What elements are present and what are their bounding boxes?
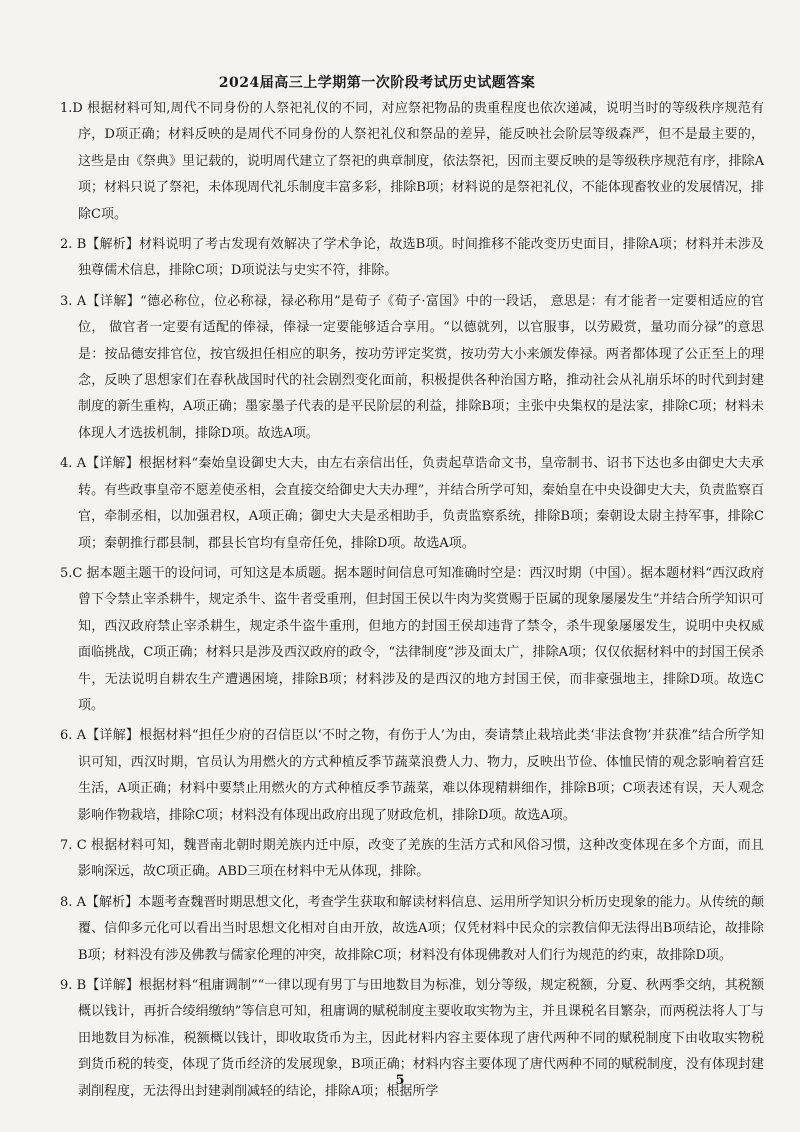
answer-item-7: 7. C 根据材料可知，魏晋南北朝时期羌族内迁中原，改变了羌族的生活方式和风俗习惯，这种改变体现在多个方面，而且影响深远，故C项正确。ABD三项在材料中无从体现，排除。 [60, 837, 764, 880]
answer-item-5: 5.C 据本题主题干的设问词，可知这是本质题。据本题时间信息可知准确时空是：西汉时期（中国）。据本题材料“西汉政府曾下令禁止宰杀耕牛，规定杀牛、盗牛者受重刑，但封国王侯以牛肉为奖赏赐于臣属的现象屡屡发生”并结合所学知识可知，西汉政府禁止宰杀耕生，规定杀牛盗牛重刑，但地方的封国王侯却违背了禁令，杀牛现象屡屡发生，说明中央权威面临挑战，C项正确；材料只是涉及西汉政府的政令，“法律制度”涉及面太广，排除A项；仅仅依据材料中的封国王侯杀牛，无法说明自耕农生产遭遇困境，排除B项；材料涉及的是西汉的地方封国王侯，而非豪强地主，排除D项。故选C项。 [60, 565, 764, 713]
answer-item-1: 1.D 根据材料可知,周代不同身份的人祭祀礼仪的不同，对应祭祀物品的贵重程度也依次递减，说明当时的等级秩序规范有序，D项正确；材料反映的是周代不同身份的人祭祀礼仪和祭品的差异，能反映社会阶层等级森严，但不是最主要的，这些是由《祭典》里记载的，说明周代建立了祭祀的典章制度，依法祭祀，因而主要反映的是等级秩序规范有序，排除A项；材料只说了祭祀，未体现周代礼乐制度丰富多彩，排除B项；材料说的是祭祀礼仪，不能体现畜牧业的发展情况，排除C项。 [60, 101, 764, 222]
answer-item-3: 3. A【详解】“德必称位，位必称禄，禄必称用”是荀子《荀子·富国》中的一段话， 意思是：有才能者一定要相适应的官位， 做官者一定要有适配的俸禄，俸禄一定要能够适合享用。“以德就列，以官服事，以劳殿赏，量功而分禄”的意思是：按品德安排官位，按官级担任相应的职务，按功劳评定奖赏，按功劳大小来颁发俸禄。两者都体现了公正至上的理念，反映了思想家们在春秋战国时代的社会剧烈变化面前，积极提供各种治国方略，推动社会从礼崩乐坏的时代到封建制度的新生重构，A项正确；墨家墨子代表的是平民阶层的利益，排除B项；主张中央集权的是法家，排除C项；材料未体现人才选拔机制，排除D项。故选A项。 [60, 293, 764, 441]
answer-item-8: 8. A【解析】本题考查魏晋时期思想文化，考查学生获取和解读材料信息、运用所学知识分析历史现象的能力。从传统的颠覆、信仰多元化可以看出当时思想文化相对自由开放，故选A项；仅凭材料中民众的宗教信仰无法得出B项结论，故排除B项；材料没有涉及佛教与儒家伦理的冲突，故排除C项；材料没有体现佛教对人们行为规范的约束，故排除D项。 [60, 894, 764, 963]
answer-item-4: 4. A【详解】根据材料“秦始皇设御史大夫，由左右亲信出任，负责起草诰命文书，皇帝制书、诏书下达也多由御史大夫承转。有些政事皇帝不愿差使丞相，会直接交给御史大夫办理”，并结合所学可知，秦始皇在中央设御史大夫，负责监察百官，牵制丞相，以加强君权，A项正确；御史大夫是丞相助手，负责监察系统，排除B项；秦朝设太尉主持军事，排除C项；秦朝推行郡县制，郡县长官均有皇帝任免，排除D项。故选A项。 [60, 456, 764, 551]
answer-list [60, 96, 764, 1105]
answer-item-6: 6. A【详解】根据材料“担任少府的召信臣以‘不时之物，有伤于人’为由，奏请禁止栽培此类‘非法食物’并获准”结合所学知识可知，西汉时期，官员认为用燃火的方式种植反季节蔬菜浪费人力、物力，反映出节俭、体恤民情的观念影响着宫廷生活，A项正确；材料中要禁止用燃火的方式种植反季节蔬菜，难以体现精耕细作，排除B项；C项表述有误，天人观念影响作物栽培，排除C项；材料没有体现出政府出现了财政危机，排除D项。故选A项。 [60, 728, 764, 823]
document-title: 2024届高三上学期第一次阶段考试历史试题答案 [218, 75, 536, 91]
page-number: 5 [395, 1073, 405, 1088]
answer-item-2: 2. B【解析】材料说明了考古发现有效解决了学术争论，故选B项。时间推移不能改变历史面目，排除A项；材料并未涉及独尊儒术信息，排除C项；D项说法与史实不符，排除。 [60, 237, 764, 279]
answer-item-9: 9. B【详解】根据材料“租庸调制”“一律以现有男丁与田地数目为标准，划分等级，规定税额，分夏、秋两季交纳，其税额概以钱计，再折合绫绢缴纳”等信息可知，租庸调的赋税制度主要收取实物为主，并且课税名目繁杂，而两税法将人丁与田地数目为标准，税额概以钱计，即收取货币为主，因此材料内容主要体现了唐代两种不同的赋税制度下由收取实物税到货币税的转变，体现了货币经济的发展现象，B项正确；材料内容主要体现了唐代两种不同的赋税制度，没有体现封建剥削程度，无法得出封建剥削减轻的结论，排除A项；根据所学 [60, 978, 764, 1099]
